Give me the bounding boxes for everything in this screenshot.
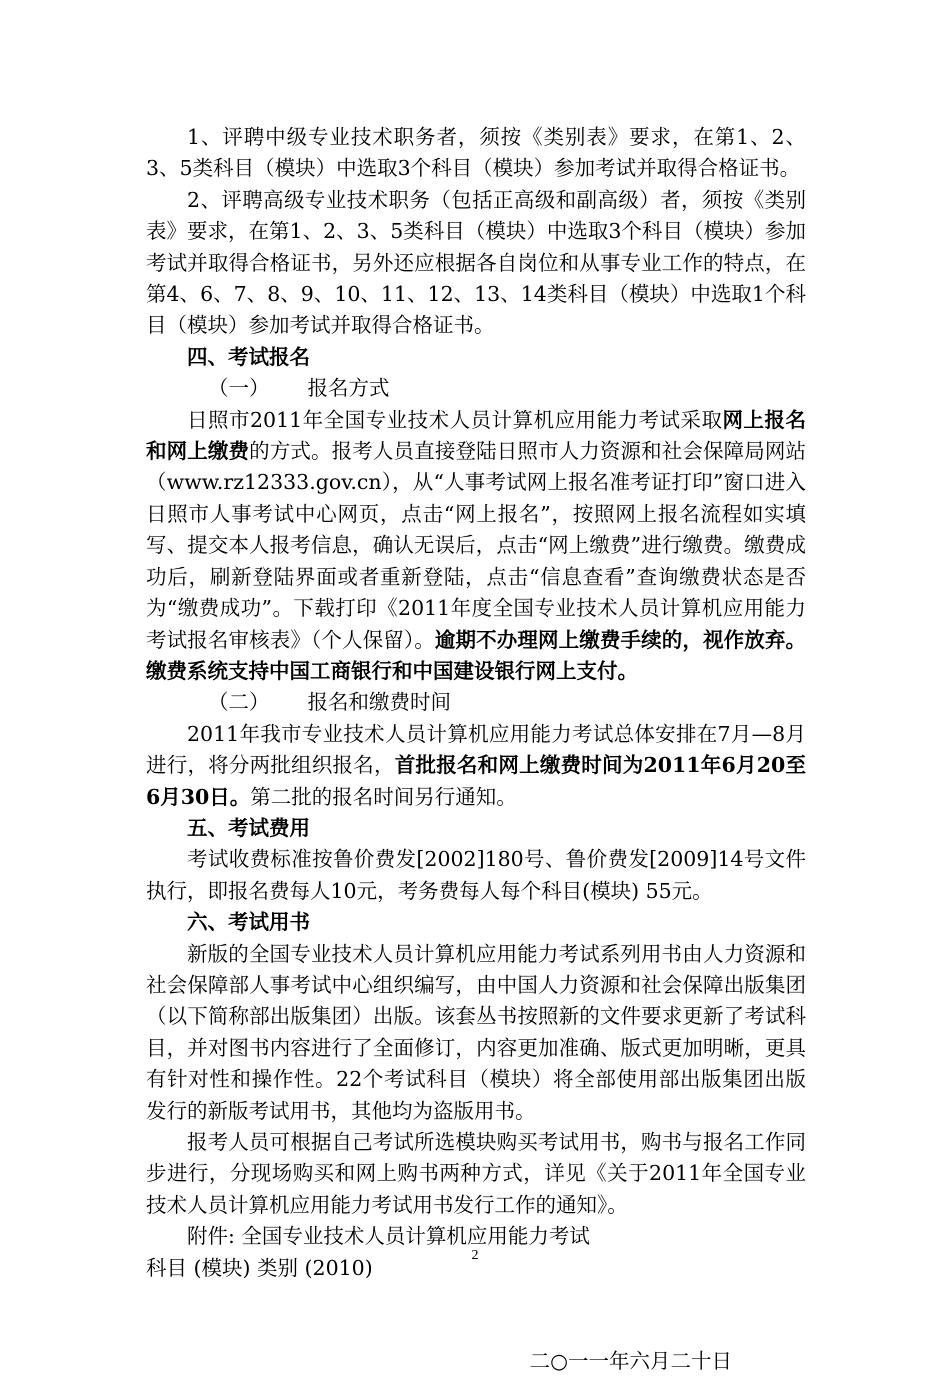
attachment-line-1: 附件: 全国专业技术人员计算机应用能力考试 — [187, 1224, 590, 1249]
section-heading-books: 六、考试用书 — [187, 910, 310, 935]
bold-text-run: 逾期不办理网上缴费手续的，视作放弃。缴费系统支持中国工商银行和中国建设银行网上支付。 — [146, 627, 806, 683]
spacer — [146, 1284, 806, 1346]
paragraph-senior-rule: 2、评聘高级专业技术职务（包括正高级和副高级）者，须按《类别表》要求，在第1、2、3、5类科目（模块）中选取3个科目（模块）参加考试并取得合格证书，另外还应根据各自岗位和从事专业工作的特点，在第4、6、7、8、9、10、11、12、13、14类科目（模块）中选取1个科目（模块）参加考试并取得合格证书。 — [146, 187, 806, 338]
paragraph-book-purchase: 报考人员可根据自己考试所选模块购买考试用书，购书与报名工作同步进行，分现场购买和网上购书两种方式，详见《关于2011年全国专业技术人员计算机应用能力考试用书发行工作的通知》。 — [146, 1130, 806, 1217]
bold-text-run: 首批报名和网上缴费时间为2011年6月20至6月30日。 — [146, 753, 806, 809]
bold-text-run: 网上报名和网上缴费 — [146, 407, 807, 464]
attachment-line-2: 科目 (模块) 类别 (2010) — [146, 1255, 373, 1280]
subsection-number: （一） — [208, 376, 270, 401]
subsection-title: 报名和缴费时间 — [307, 690, 451, 715]
document-date: 二○一一年六月二十日 — [529, 1349, 732, 1374]
section-heading-fees: 五、考试费用 — [187, 815, 310, 840]
paragraph-registration-time — [146, 719, 806, 813]
subsection-title: 报名方式 — [307, 376, 390, 401]
paragraph-registration-method — [146, 405, 806, 688]
text-run: 第二批的报名时间另行通知。 — [250, 784, 517, 809]
paragraph-intermediate-rule: 1、评聘中级专业技术职务者，须按《类别表》要求，在第1、2、3、5类科目（模块）中选取3个科目（模块）参加考试并取得合格证书。 — [146, 125, 806, 181]
paragraph-books: 新版的全国专业技术人员计算机应用能力考试系列用书由人力资源和社会保障部人事考试中心组织编写，由中国人力资源和社会保障出版集团（以下简称部出版集团）出版。该套丛书按照新的文件要求更新了考试科目，并对图书内容进行了全面修订，内容更加准确、版式更加明晰，更具有针对性和操作性。22个考试科目（模块）将全部使用部出版集团出版发行的新版考试用书，其他均为盗版用书。 — [146, 941, 806, 1123]
subsection-heading-method — [146, 373, 806, 404]
section-heading-registration: 四、考试报名 — [187, 344, 310, 369]
text-run: 的方式。报考人员直接登陆日照市人力资源和社会保障局网站（www.rz12333.gov.cn），从“人事考试网上报名准考证打印”窗口进入日照市人事考试中心网页，点击“网上报名”，按照网上报名流程如实填写、提交本人报考信息，确认无误后，点击“网上缴费”进行缴费。缴费成功后，刷新登陆界面或者重新登陆，点击“信息查看”查询缴费状态是否为“缴费成功”。下载打印《2011年度全国专业技术人员计算机应用能力考试报名审核表》（个人保留）。 — [146, 439, 807, 652]
paragraph-fees: 考试收费标准按鲁价费发[2002]180号、鲁价费发[2009]14号文件执行，即报名费每人10元，考务费每人每个科目(模块) 55元。 — [146, 847, 806, 903]
document-body — [146, 122, 806, 1377]
text-run: 日照市2011年全国专业技术人员计算机应用能力考试采取 — [187, 407, 723, 432]
subsection-number: （二） — [208, 690, 270, 715]
page-number: 2 — [471, 1248, 479, 1263]
subsection-heading-time — [146, 687, 806, 718]
text-run: 2011年我市专业技术人员计算机应用能力考试总体安排在7月—8月进行，将分两批组织报名， — [146, 721, 806, 778]
